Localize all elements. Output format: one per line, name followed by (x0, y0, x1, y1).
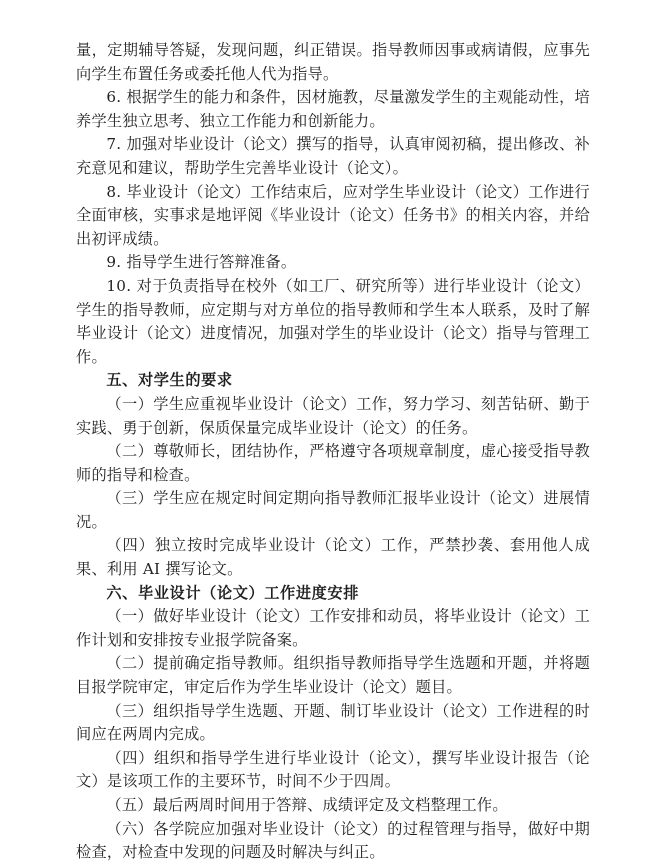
paragraph-item-8: 8. 毕业设计（论文）工作结束后，应对学生毕业设计（论文）工作进行全面审核，实事求是地评阅《毕业设计（论文）任务书》的相关内容，并给出初评成绩。 (76, 182, 590, 248)
paragraph-item-6: 6. 根据学生的能力和条件，因材施教，尽量激发学生的主观能动性，培养学生独立思考、独立工作能力和创新能力。 (76, 88, 590, 130)
section-heading-5: 五、对学生的要求 (106, 371, 233, 390)
paragraph-student-req-4: （四）独立按时完成毕业设计（论文）工作，严禁抄袭、套用他人成果、利用 AI 撰写论文。 (76, 536, 590, 579)
paragraph-item-9: 9. 指导学生进行答辩准备。 (106, 253, 297, 272)
paragraph-schedule-1: （一）做好毕业设计（论文）工作安排和动员，将毕业设计（论文）工作计划和安排按专业报学院备案。 (76, 607, 590, 649)
paragraph-schedule-5: （五）最后两周时间用于答辩、成绩评定及文档整理工作。 (106, 796, 508, 814)
paragraph-schedule-2: （二）提前确定指导教师。组织指导教师指导学生选题和开题，并将题目报学院审定，审定后作为学生毕业设计（论文）题目。 (76, 654, 590, 697)
paragraph-continuation: 量，定期辅导答疑，发现问题，纠正错误。指导教师因事或病请假，应事先向学生布置任务或委托他人代为指导。 (76, 41, 590, 83)
paragraph-item-7: 7. 加强对毕业设计（论文）撰写的指导，认真审阅初稿，提出修改、补充意见和建议，帮助学生完善毕业设计（论文）。 (76, 135, 590, 177)
paragraph-schedule-4: （四）组织和指导学生进行毕业设计（论文），撰写毕业设计报告（论文）是该项工作的主要环节，时间不少于四周。 (76, 748, 590, 791)
paragraph-student-req-2: （二）尊敬师长，团结协作，严格遵守各项规章制度，虚心接受指导教师的指导和检查。 (76, 442, 590, 484)
paragraph-item-10: 10. 对于负责指导在校外（如工厂、研究所等）进行毕业设计（论文）学生的指导教师，应定期与对方单位的指导教师和学生本人联系，及时了解毕业设计（论文）进度情况，加强对学生的毕业设计（论文）指导与管理工作。 (76, 276, 590, 366)
paragraph-student-req-1: （一）学生应重视毕业设计（论文）工作，努力学习、刻苦钻研、勤于实践、勇于创新，保质保量完成毕业设计（论文）的任务。 (76, 394, 590, 437)
section-heading-6: 六、毕业设计（论文）工作进度安排 (106, 583, 359, 602)
paragraph-schedule-3: （三）组织指导学生选题、开题、制订毕业设计（论文）工作进程的时间应在两周内完成。 (76, 701, 590, 744)
paragraph-student-req-3: （三）学生应在规定时间定期向指导教师汇报毕业设计（论文）进展情况。 (76, 489, 590, 531)
document-body (76, 39, 590, 865)
paragraph-schedule-6: （六）各学院应加强对毕业设计（论文）的过程管理与指导，做好中期检查，对检查中发现的问题及时解决与纠正。 (76, 819, 590, 862)
